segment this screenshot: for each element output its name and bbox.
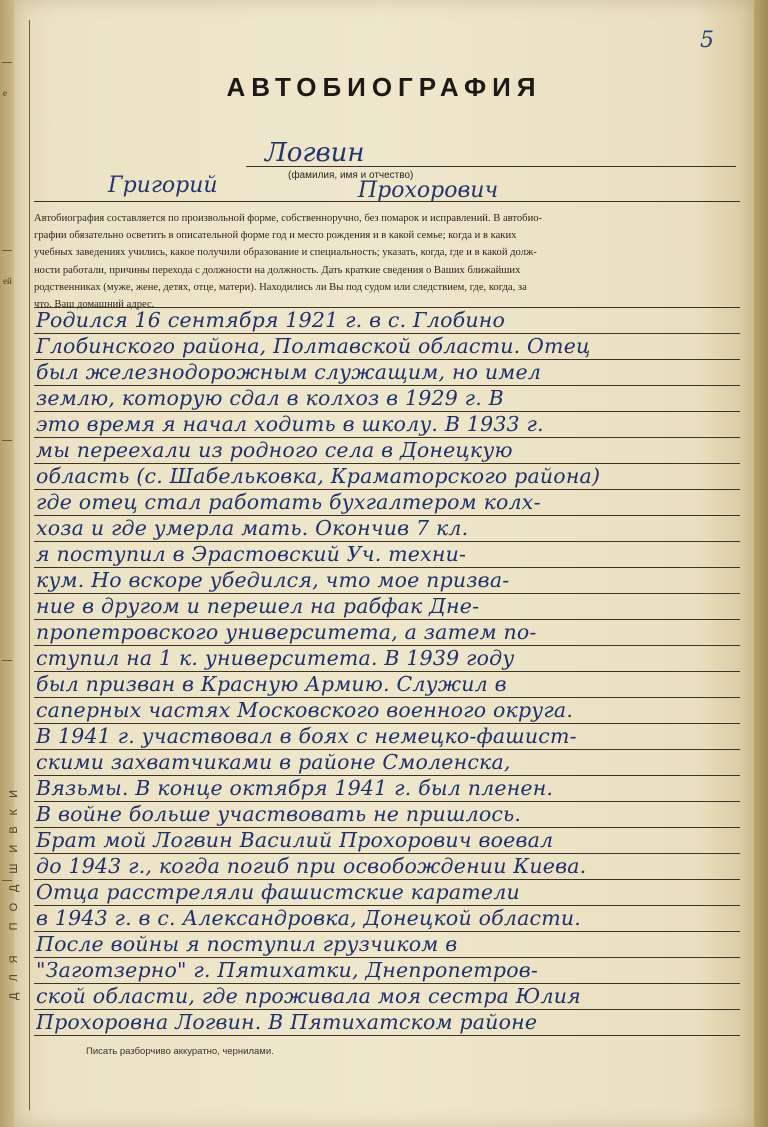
instruction-line: учебных заведениях учились, какое получили образование и специальность; указать, когда, где и в какой долж- — [34, 247, 537, 259]
footer-instruction: Писать разборчиво аккуратно, чернилами. — [86, 1046, 274, 1057]
handwritten-line: пропетровского университета, а затем по- — [36, 620, 537, 644]
document-title: АВТОБИОГРАФИЯ — [226, 72, 542, 102]
handwritten-line: саперных частях Московского военного округа. — [36, 698, 574, 722]
handwritten-line: где отец стал работать бухгалтером колх- — [36, 490, 541, 514]
patronymic-handwritten: Прохорович — [358, 178, 499, 203]
handwritten-line: в 1943 г. в с. Александровка, Донецкой области. — [36, 906, 581, 930]
handwritten-line: я поступил в Эрастовский Уч. техни- — [36, 542, 467, 566]
name-line-1 — [246, 166, 736, 167]
handwritten-line: В войне больше участвовать не пришлось. — [36, 802, 522, 826]
handwritten-line: это время я начал ходить в школу. В 1933 г. — [36, 412, 544, 436]
handwritten-line: После войны я поступил грузчиком в — [36, 932, 458, 956]
handwritten-line: ступил на 1 к. университета. В 1939 году — [36, 646, 515, 670]
handwritten-line: ской области, где проживала моя сестра Юлия — [36, 984, 581, 1008]
handwritten-line: мы переехали из родного села в Донецкую — [36, 438, 513, 462]
instruction-line: графии обязательно осветить в описательной форме год и место рождения и в какой семье; когда и в каких — [34, 230, 517, 242]
instruction-line: что. Ваш домашний адрес. — [34, 299, 155, 311]
left-edge-mark: е — [3, 88, 7, 98]
handwritten-line: Вязьмы. В конце октября 1941 г. был пленен. — [36, 776, 554, 800]
handwritten-line: Брат мой Логвин Василий Прохорович воевал — [36, 828, 554, 852]
form-instructions — [34, 210, 696, 313]
name-line-2 — [34, 201, 740, 202]
handwritten-line: область (с. Шабельковка, Краматорского района) — [36, 464, 601, 488]
handwritten-line: кум. Но вскоре убедился, что мое призва- — [36, 568, 510, 592]
handwritten-line: Родился 16 сентября 1921 г. в с. Глобино — [36, 308, 505, 332]
handwritten-line: скими захватчиками в районе Смоленска, — [36, 750, 511, 774]
handwritten-line: Прохоровна Логвин. В Пятихатском районе — [36, 1010, 538, 1034]
binding-caption-text: ДЛЯ ПОДШИВКИ — [8, 779, 20, 1000]
instruction-line: родственниках (муже, жене, детях, отце, матери). Находились ли Вы под судом или следствием, где, когда, за — [34, 281, 527, 293]
left-edge-mark: ей — [3, 276, 12, 286]
handwritten-line: хоза и где умерла мать. Окончив 7 кл. — [36, 516, 469, 540]
handwritten-line: В 1941 г. участвовал в боях с немецко-фашист- — [36, 724, 577, 748]
margin-tick — [2, 250, 12, 251]
right-page-edge — [754, 0, 768, 1127]
handwritten-line: был призван в Красную Армию. Служил в — [36, 672, 507, 696]
handwritten-line: до 1943 г., когда погиб при освобождении Киева. — [36, 854, 587, 878]
handwritten-line: землю, которую сдал в колхоз в 1929 г. В — [36, 386, 504, 410]
handwritten-line: Глобинского района, Полтавской области. Отец — [36, 334, 591, 358]
first-name-handwritten: Григорий — [108, 173, 218, 198]
ruled-line — [34, 1035, 740, 1036]
instruction-line: ности работали, причины перехода с должности на должность. Дать краткие сведения о Ваших ближайших — [34, 264, 521, 276]
margin-tick — [2, 62, 12, 63]
name-field-caption: (фамилия, имя и отчество) — [288, 170, 414, 181]
page-number: 5 — [700, 28, 714, 53]
handwritten-line: был железнодорожным служащим, но имел — [36, 360, 542, 384]
handwritten-line: ние в другом и перешел на рабфак Дне- — [36, 594, 480, 618]
surname-handwritten: Логвин — [265, 138, 365, 168]
handwritten-line: "Заготзерно" г. Пятихатки, Днепропетров- — [36, 958, 539, 982]
binding-margin-line — [29, 20, 30, 1110]
instruction-line: Автобиография составляется по произвольной форме, собственноручно, без помарок и исправлений. В автобио- — [34, 213, 543, 224]
binding-caption — [4, 440, 24, 1000]
handwritten-line: Отца расстреляли фашистские каратели — [36, 880, 520, 904]
